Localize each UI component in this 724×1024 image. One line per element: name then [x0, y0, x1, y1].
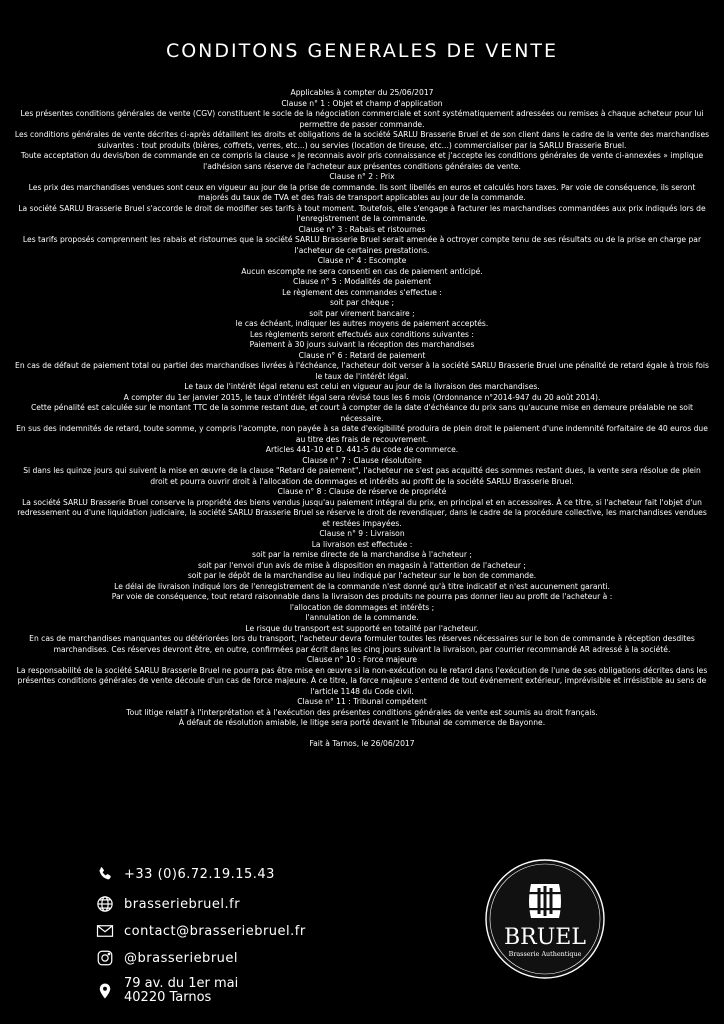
location-pin-icon	[96, 982, 114, 1000]
terms-paragraph: Clause n° 11 : Tribunal compétent	[297, 697, 427, 706]
contact-instagram-row	[96, 949, 238, 967]
address-line-2: 40220 Tarnos	[124, 990, 212, 1005]
terms-paragraph: Clause n° 4 : Escompte	[317, 256, 407, 265]
terms-paragraph: Articles 441-10 et D. 441-5 du code de commerce.	[265, 445, 459, 454]
terms-paragraph: Clause n° 8 : Clause de réserve de propriété	[277, 487, 447, 496]
terms-paragraph: En cas de marchandises manquantes ou détériorées lors du transport, l'acheteur devra formuler toutes les réserves nécessaires sur le bon de commande à réception desdites marchandises. Ces réserves devront être, en outre, confirmées par écrit dans les cinq jours suivant la livraison, par courrier recommandé AR adressé à la société.	[29, 634, 695, 654]
barrel-icon	[529, 884, 561, 918]
terms-paragraph: Clause n° 1 : Objet et champ d'application	[281, 98, 443, 108]
terms-paragraph: Les présentes conditions générales de vente (CGV) constituent le socle de la négociation commerciale et sont systématiquement adressées ou remises à chaque acheteur pour lui permettre de passer commande.	[20, 109, 704, 129]
contact-website-row	[96, 895, 240, 913]
terms-paragraph: l'annulation de la commande.	[305, 613, 419, 622]
instagram-icon	[96, 949, 114, 967]
terms-paragraph: À défaut de résolution amiable, le litige sera porté devant le Tribunal de commerce de Bayonne.	[178, 718, 546, 727]
terms-paragraph: Le taux de l'intérêt légal retenu est celui en vigueur au jour de la livraison des marchandises.	[184, 382, 540, 391]
page-title: CONDITONS GENERALES DE VENTE	[165, 39, 559, 62]
terms-paragraph: soit par le dépôt de la marchandise au lieu indiqué par l'acheteur sur le bon de commande.	[187, 571, 537, 580]
logo-tagline: Brasserie Authentique	[508, 950, 582, 958]
terms-paragraph: l'allocation de dommages et intérêts ;	[289, 602, 435, 612]
contact-address-row	[96, 977, 238, 1005]
terms-paragraph: Clause n° 10 : Force majeure	[306, 655, 418, 664]
phone-icon	[96, 865, 114, 883]
terms-paragraph: La société SARLU Brasserie Bruel s'accorde le droit de modifier ses tarifs à tout moment. Toutefois, elle s'engage à facturer les marchandises commandées aux prix indiqués lors de l'enregistrement de la commande.	[18, 203, 706, 223]
terms-paragraph: Paiement à 30 jours suivant la réception des marchandises	[249, 340, 475, 349]
contact-email[interactable]: contact@brasseriebruel.fr	[124, 923, 306, 939]
globe-icon	[96, 895, 114, 913]
contact-instagram[interactable]: @brasseriebruel	[124, 950, 239, 966]
terms-paragraph: Cette pénalité est calculée sur le montant TTC de la somme restant due, et court à compter de la date d'échéance du prix sans qu'aucune mise en demeure préalable ne soit nécessaire.	[30, 403, 694, 423]
terms-paragraph: Le délai de livraison indiqué lors de l'enregistrement de la commande n'est donné qu'à titre indicatif et n'est aucunement garanti.	[114, 581, 610, 591]
terms-paragraph: En cas de défaut de paiement total ou partiel des marchandises livrées à l'échéance, l'acheteur doit verser à la société SARLU Brasserie Bruel une pénalité de retard égale à trois fois le taux de l'intérêt légal.	[15, 361, 709, 381]
terms-paragraph: soit par virement bancaire ;	[309, 308, 415, 318]
signature-line: Fait à Tarnos, le 26/06/2017	[309, 738, 415, 748]
terms-paragraph: A compter du 1er janvier 2015, le taux d'intérêt légal sera révisé tous les 6 mois (Ordonnance n°2014-947 du 20 août 2014).	[123, 392, 601, 402]
logo-outer-ring	[486, 860, 604, 978]
terms-paragraph: Toute acceptation du devis/bon de commande en ce compris la clause « Je reconnais avoir pris connaissance et j'accepte les conditions générales de vente ci-annexées » implique l'adhésion sans réserve de l'acheteur aux présentes conditions générales de vente.	[20, 151, 704, 171]
terms-paragraph: le cas échéant, indiquer les autres moyens de paiement acceptés.	[235, 319, 489, 328]
terms-paragraph: La responsabilité de la société SARLU Brasserie Bruel ne pourra pas être mise en œuvre si la non-exécution ou le retard dans l'exécution de l'une de ses obligations décrites dans les présentes conditions générales de vente découle d'un cas de force majeure. À ce titre, la force majeure s'entend de tout événement extérieur, imprévisible et irrésistible au sens de l'article 1148 du Code civil.	[16, 665, 708, 696]
terms-paragraph: Aucun escompte ne sera consenti en cas de paiement anticipé.	[241, 266, 483, 276]
terms-paragraph: Par voie de conséquence, tout retard raisonnable dans la livraison des produits ne pourra pas donner lieu au profit de l'acheteur à :	[111, 592, 613, 601]
terms-paragraph: En sus des indemnités de retard, toute somme, y compris l'acompte, non payée à sa date d'exigibilité produira de plein droit le paiement d'une indemnité forfaitaire de 40 euros due au titre des frais de recouvrement.	[16, 424, 708, 444]
terms-paragraph: Les conditions générales de vente décrites ci-après détaillent les droits et obligations de la société SARLU Brasserie Bruel et de son client dans le cadre de la vente des marchandises suivantes : tout produits (bières, coffrets, verres, etc...) ou servies (location de tireuse, etc...) commercialiser par la SARLU Brasserie Bruel.	[14, 130, 710, 150]
terms-paragraph: Clause n° 3 : Rabais et ristournes	[298, 224, 426, 234]
terms-paragraph: Tout litige relatif à l'interprétation et à l'exécution des présentes conditions générales de vente est soumis au droit français.	[126, 707, 598, 717]
logo-name: BRUEL	[504, 925, 586, 950]
contact-phone[interactable]: +33 (0)6.72.19.15.43	[124, 866, 275, 882]
terms-paragraph: Clause n° 6 : Retard de paiement	[298, 350, 426, 360]
mail-icon	[96, 922, 114, 940]
address-line-1: 79 av. du 1er mai	[124, 976, 239, 991]
terms-paragraph: Les règlements seront effectués aux conditions suivantes :	[250, 329, 474, 339]
terms-paragraph: soit par l'envoi d'un avis de mise à disposition en magasin à l'attention de l'acheteur ;	[198, 560, 526, 570]
terms-paragraph: Clause n° 7 : Clause résolutoire	[302, 455, 422, 465]
terms-paragraph: Le risque du transport est supporté en totalité par l'acheteur.	[245, 623, 479, 633]
terms-paragraph: Clause n° 2 : Prix	[329, 172, 395, 181]
terms-paragraph: Les tarifs proposés comprennent les rabais et ristournes que la société SARLU Brasserie Bruel serait amenée à octroyer compte tenu de ses résultats ou de la prise en charge par l'acheteur de certaines prestations.	[22, 235, 702, 255]
terms-paragraph: Clause n° 5 : Modalités de paiement	[292, 277, 432, 286]
terms-paragraph: La société SARLU Brasserie Bruel conserve la propriété des biens vendus jusqu'au paiement intégral du prix, en principal et en accessoires. À ce titre, si l'acheteur fait l'objet d'un redressement ou d'une liquidation judiciaire, la société SARLU Brasserie Bruel se réserve le droit de revendiquer, dans le cadre de la procédure collective, les marchandises vendues et restées impayées.	[17, 497, 707, 528]
terms-paragraph: La livraison est effectuée :	[311, 539, 413, 549]
terms-paragraph: soit par la remise directe de la marchandise à l'acheteur ;	[252, 550, 472, 559]
terms-paragraph: Si dans les quinze jours qui suivent la mise en œuvre de la clause "Retard de paiement", l'acheteur ne s'est pas acquitté des sommes restant dues, la vente sera résolue de plein droit et pourra ouvrir droit à l'allocation de dommages et intérêts au profit de la société SARLU Brasserie Bruel.	[23, 466, 701, 486]
contact-email-row	[96, 922, 306, 940]
terms-paragraph: Le règlement des commandes s'effectue :	[282, 287, 442, 297]
terms-paragraph: Clause n° 9 : Livraison	[319, 529, 405, 538]
terms-paragraph: soit par chèque ;	[329, 298, 395, 307]
brand-logo	[484, 858, 606, 980]
contact-address	[124, 977, 238, 1005]
contact-website[interactable]: brasseriebruel.fr	[124, 896, 241, 912]
terms-paragraph: Applicables à compter du 25/06/2017	[290, 88, 434, 97]
terms-paragraph: Les prix des marchandises vendues sont ceux en vigueur au jour de la prise de commande. Ils sont libellés en euros et calculés hors taxes. Par voie de conséquence, ils seront majorés du taux de TVA et des frais de transport applicables au jour de la commande.	[28, 182, 696, 202]
terms-body	[14, 88, 710, 749]
contact-phone-row	[96, 865, 275, 883]
